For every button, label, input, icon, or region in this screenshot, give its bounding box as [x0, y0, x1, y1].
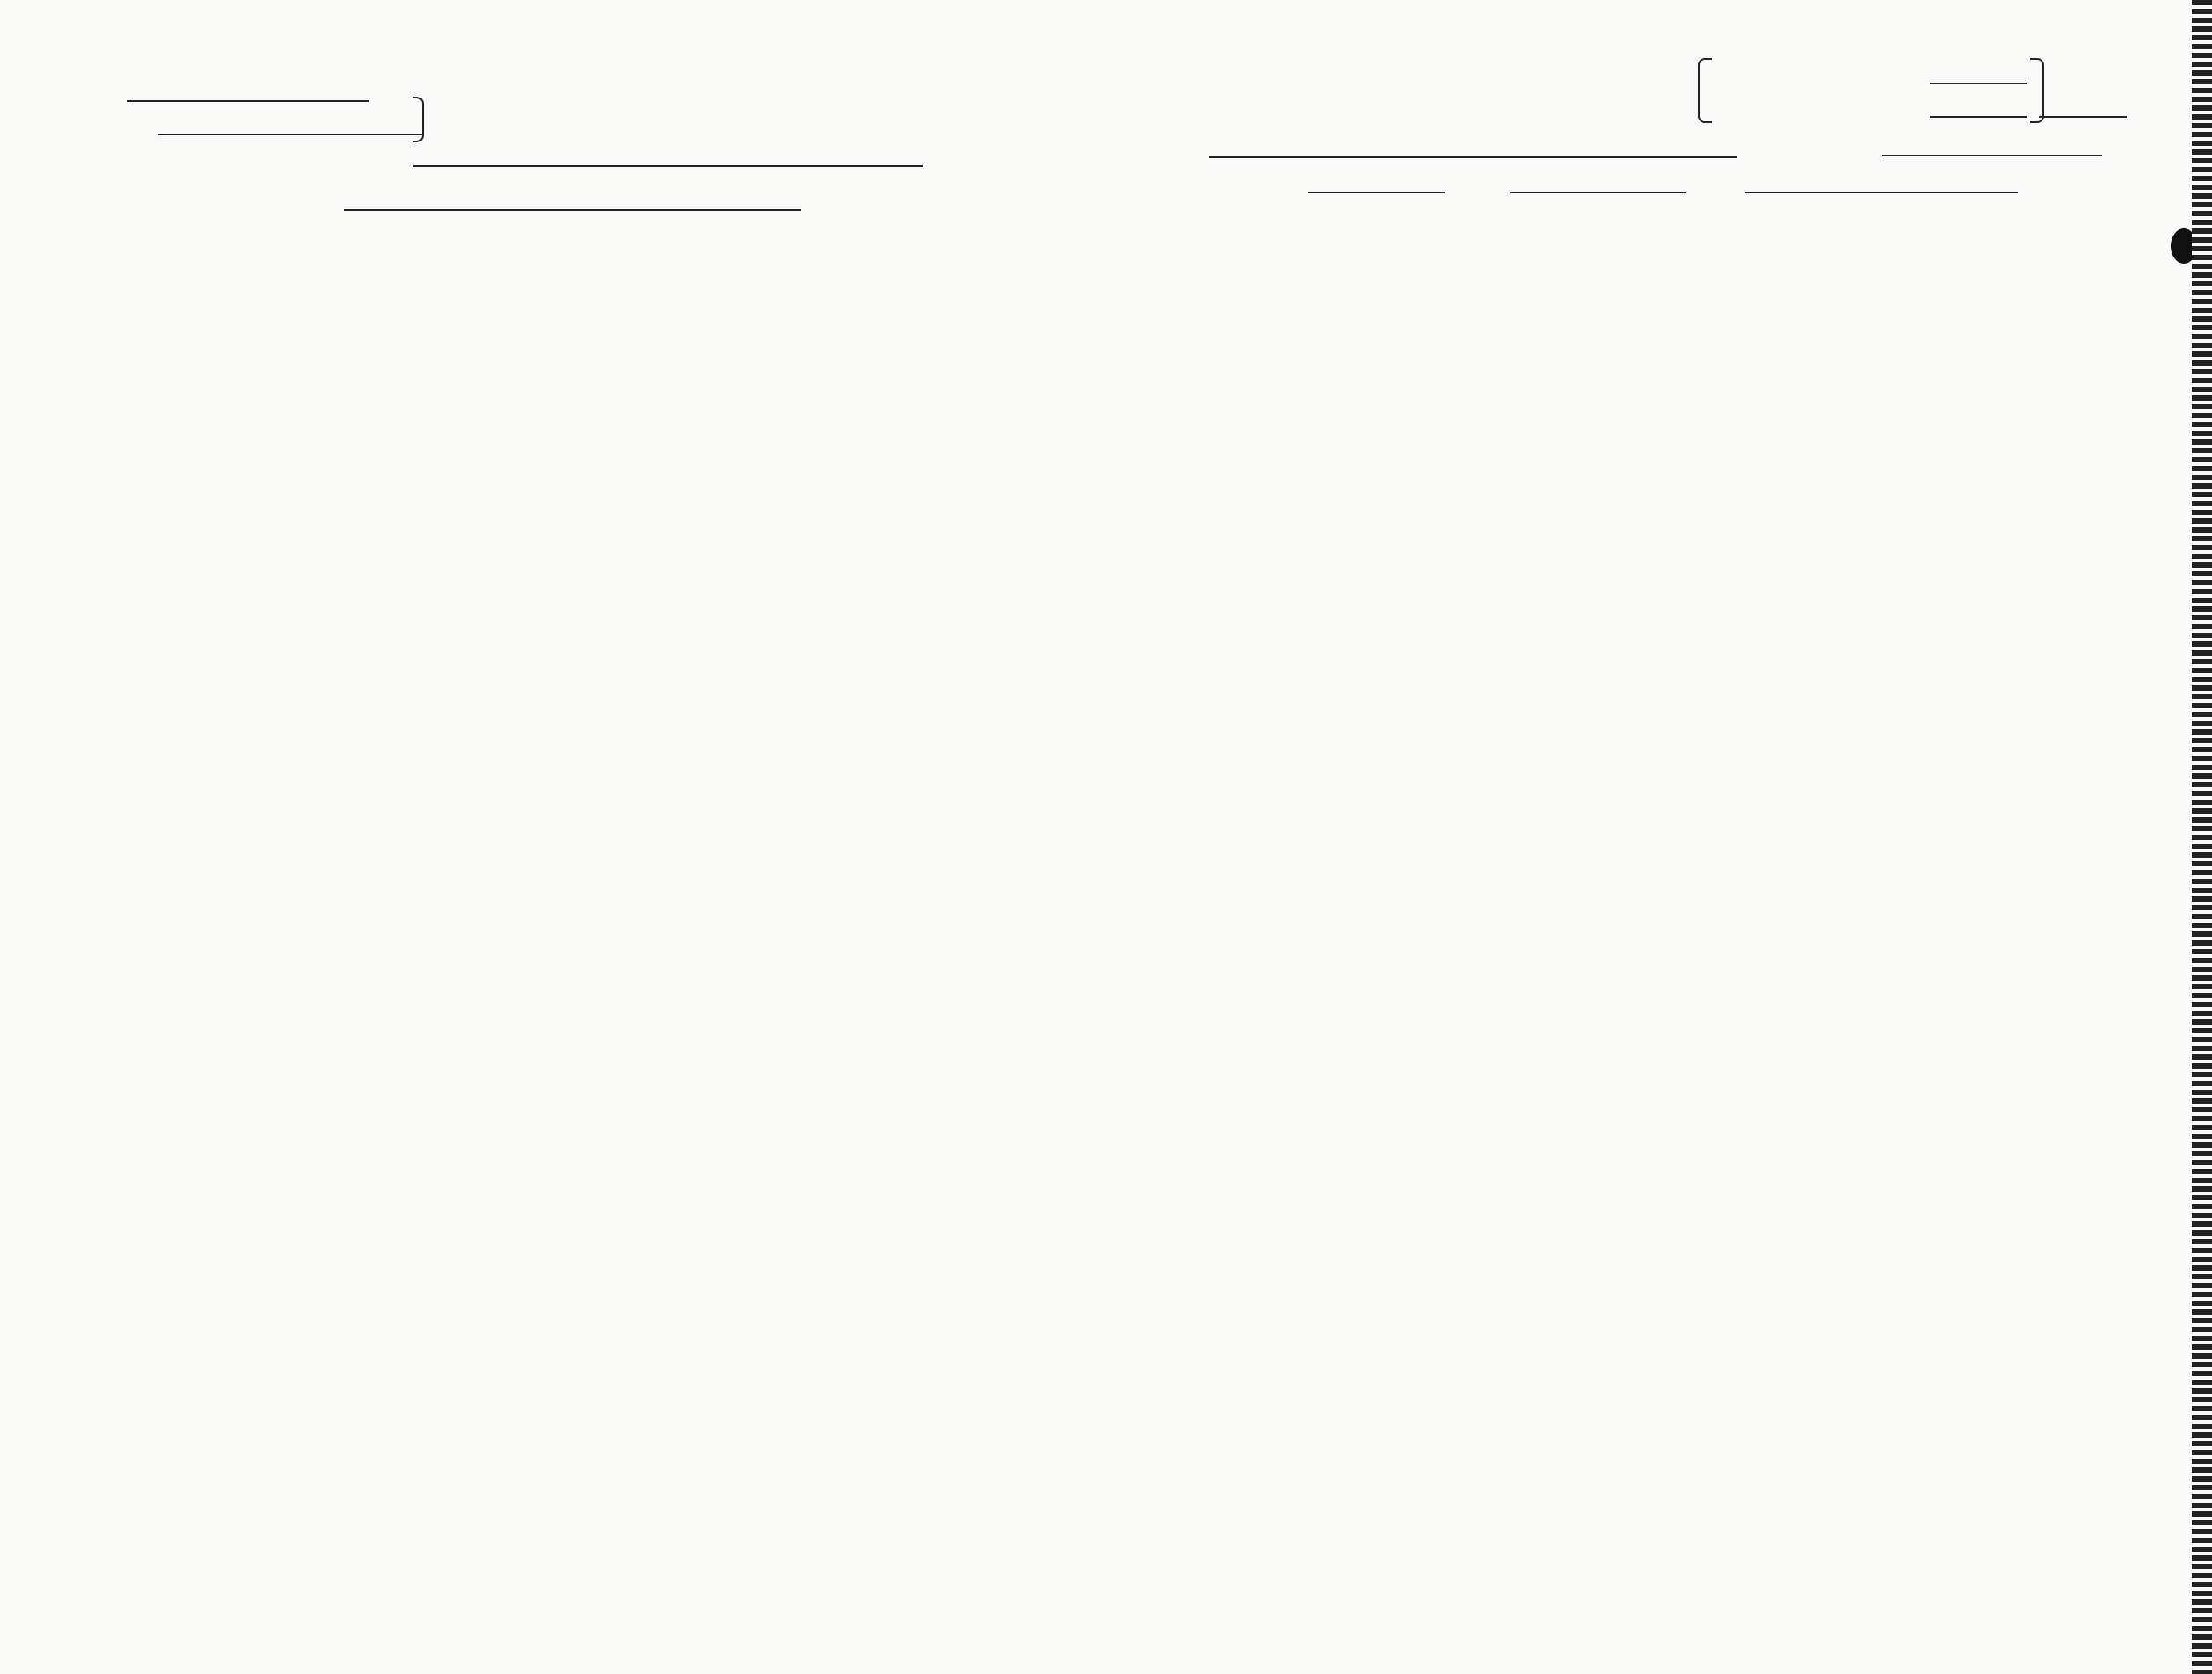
scan-edge: [2192, 0, 2212, 1674]
